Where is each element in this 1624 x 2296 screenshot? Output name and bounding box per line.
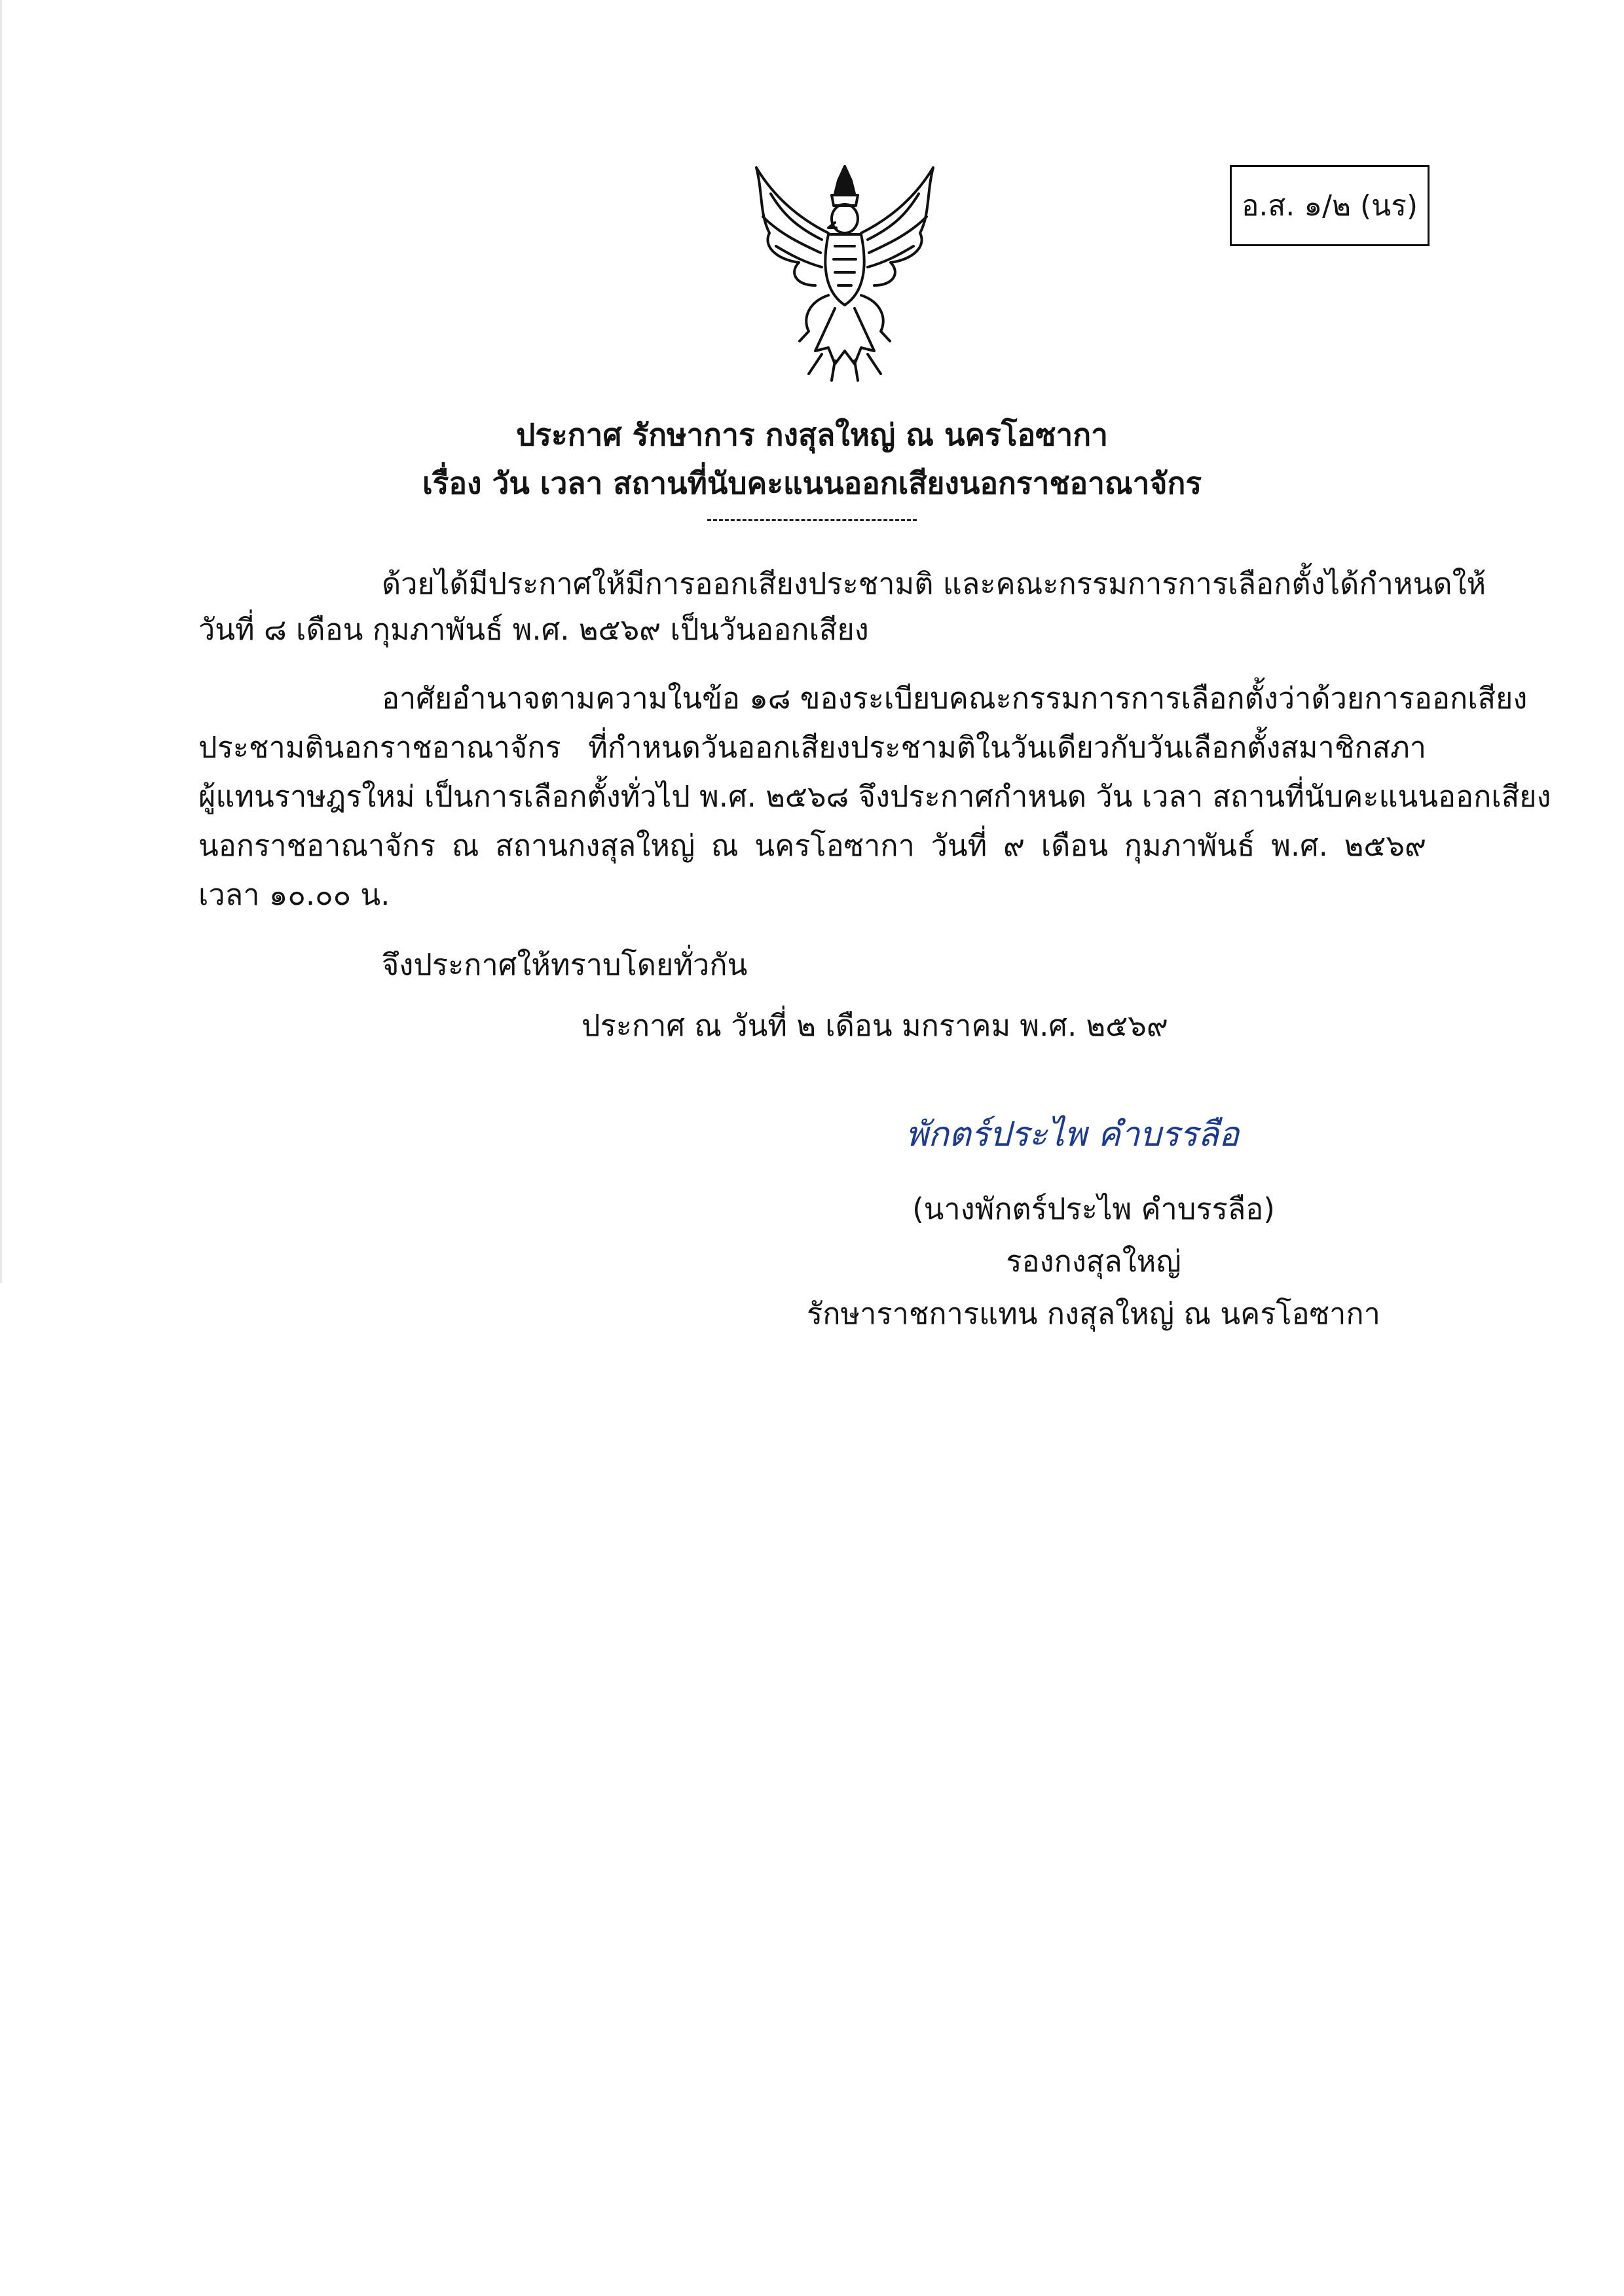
body-line: วันที่ ๘ เดือน กุมภาพันธ์ พ.ศ. ๒๕๖๙ เป็นวันออกเสียง (198, 612, 869, 647)
body-line: อาศัยอำนาจตามความในข้อ ๑๘ ของระเบียบคณะกรรมการการเลือกตั้งว่าด้วยการออกเสียง (382, 681, 1528, 716)
handwritten-signature: พักตร์ประไพ คำบรรลือ (906, 1115, 1240, 1154)
announcement-subject: เรื่อง วัน เวลา สถานที่นับคะแนนออกเสียงนอกราชอาณาจักร (422, 465, 1202, 501)
signer-name: (นางพักตร์ประไพ คำบรรลือ) (912, 1192, 1275, 1226)
date-line: ประกาศ ณ วันที่ ๒ เดือน มกราคม พ.ศ. ๒๕๖๙ (581, 1008, 1168, 1043)
body-line: ผู้แทนราษฎรใหม่ เป็นการเลือกตั้งทั่วไป พ.ศ. ๒๕๖๘ จึงประกาศกำหนด วัน เวลา สถานที่นับคะแนนออกเสียง (198, 779, 1551, 814)
closing-line: จึงประกาศให้ทราบโดยทั่วกัน (382, 947, 748, 982)
signer-acting-position: รักษาราชการแทน กงสุลใหญ่ ณ นครโอซากา (807, 1296, 1380, 1331)
title-divider (707, 519, 917, 521)
body-line: ประชามตินอกราชอาณาจักร ที่กำหนดวันออกเสียงประชามติในวันเดียวกับวันเลือกตั้งสมาชิกสภา (198, 730, 1426, 765)
body-line: นอกราชอาณาจักร ณ สถานกงสุลใหญ่ ณ นครโอซากา วันที่ ๙ เดือน กุมภาพันธ์ พ.ศ. ๒๕๖๙ (198, 828, 1426, 863)
body-line: เวลา ๑๐.๐๐ น. (198, 877, 390, 912)
form-code: อ.ส. ๑/๒ (นร) (1241, 189, 1418, 223)
scan-edge-shadow (0, 0, 2, 1283)
signer-position: รองกงสุลใหญ่ (1006, 1244, 1181, 1279)
form-code-box (1230, 165, 1430, 246)
announcement-title: ประกาศ รักษาการ กงสุลใหญ่ ณ นครโอซากา (516, 417, 1108, 452)
body-line: ด้วยได้มีประกาศให้มีการออกเสียงประชามติ และคณะกรรมการการเลือกตั้งได้กำหนดให้ (382, 566, 1486, 601)
garuda-emblem-icon (737, 155, 953, 384)
